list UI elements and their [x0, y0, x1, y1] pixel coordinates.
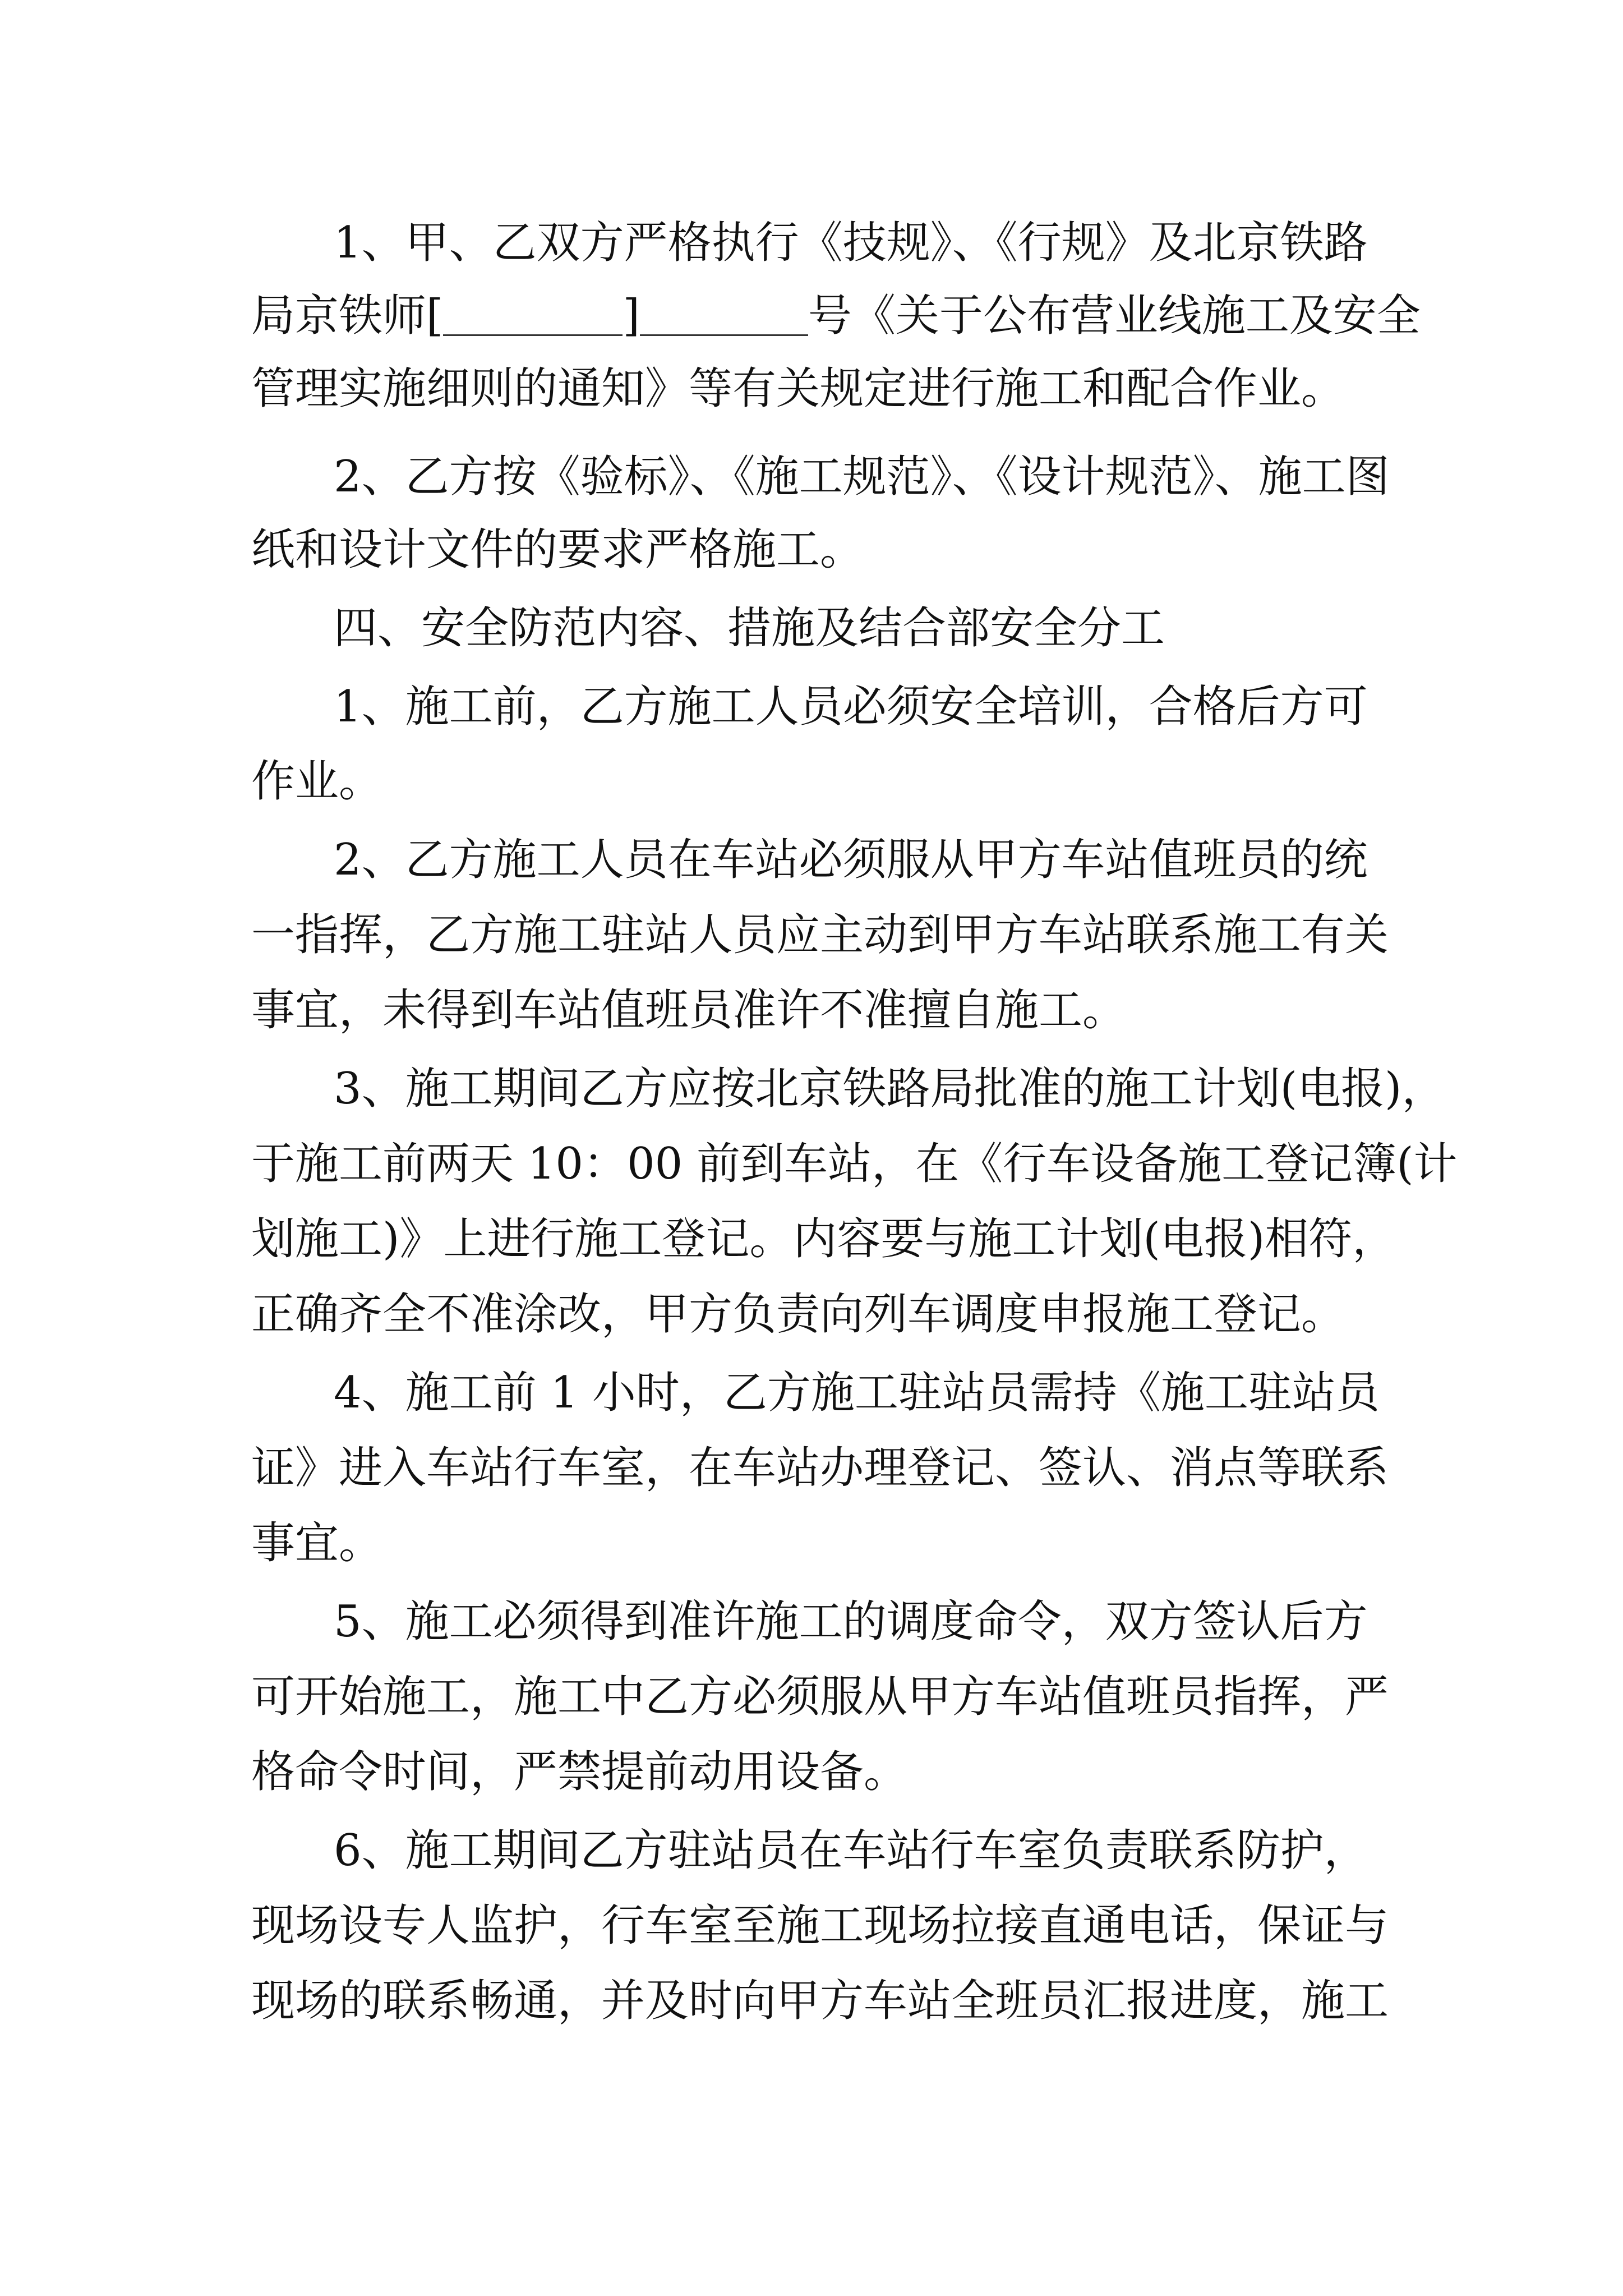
section-heading: 四、安全防范内容、措施及结合部安全分工 — [334, 603, 1165, 654]
text-segment: ] — [623, 291, 640, 341]
paragraph-6-line-3: 事宜。 — [251, 1518, 383, 1568]
paragraph-8-line-2: 现场设专人监护，行车室至施工现场拉接直通电话，保证与 — [251, 1901, 1389, 1951]
paragraph-1-line-1: 1、甲、乙双方严格执行《技规》、《行规》及北京铁路 — [334, 218, 1368, 268]
paragraph-4-line-1: 2、乙方施工人员在车站必须服从甲方车站值班员的统 — [334, 835, 1368, 885]
paragraph-8-line-3: 现场的联系畅通，并及时向甲方车站全班员汇报进度，施工 — [251, 1976, 1389, 2026]
paragraph-6-line-2: 证》进入车站行车室，在车站办理登记、签认、消点等联系 — [251, 1443, 1389, 1493]
paragraph-3-line-1: 1、施工前，乙方施工人员必须安全培训，合格后方可 — [334, 682, 1368, 732]
text-segment: 号《关于公布营业线施工及安全 — [808, 291, 1421, 341]
paragraph-4-line-2: 一指挥，乙方施工驻站人员应主动到甲方车站联系施工有关 — [251, 910, 1389, 960]
blank-field-2 — [640, 289, 808, 336]
paragraph-7-line-3: 格命令时间，严禁提前动用设备。 — [251, 1747, 908, 1797]
paragraph-2-line-1: 2、乙方按《验标》、《施工规范》、《设计规范》、施工图 — [334, 452, 1390, 502]
paragraph-7-line-2: 可开始施工，施工中乙方必须服从甲方车站值班员指挥，严 — [251, 1672, 1389, 1722]
paragraph-6-line-1: 4、施工前 1 小时，乙方施工驻站员需持《施工驻站员 — [334, 1368, 1380, 1418]
paragraph-1-line-3: 管理实施细则的通知》等有关规定进行施工和配合作业。 — [251, 364, 1345, 414]
paragraph-4-line-3: 事宜，未得到车站值班员准许不准擅自施工。 — [251, 985, 1127, 1036]
paragraph-1-line-2 — [251, 274, 1421, 358]
paragraph-7-line-1: 5、施工必须得到准许施工的调度命令，双方签认后方 — [334, 1596, 1368, 1647]
paragraph-8-line-1: 6、施工期间乙方驻站员在车站行车室负责联系防护， — [334, 1825, 1368, 1876]
blank-field-1 — [443, 289, 623, 336]
paragraph-5-line-3: 划施工)》上进行施工登记。内容要与施工计划(电报)相符， — [251, 1214, 1396, 1264]
text-segment: 局京铁师[ — [251, 291, 444, 341]
paragraph-5-line-1: 3、施工期间乙方应按北京铁路局批准的施工计划(电报)， — [334, 1064, 1446, 1114]
paragraph-3-line-2: 作业。 — [251, 756, 383, 807]
paragraph-5-line-4: 正确齐全不准涂改，甲方负责向列车调度申报施工登记。 — [251, 1289, 1345, 1340]
paragraph-5-line-2: 于施工前两天 10：00 前到车站，在《行车设备施工登记簿(计 — [251, 1139, 1458, 1189]
paragraph-2-line-2: 纸和设计文件的要求严格施工。 — [251, 524, 864, 575]
